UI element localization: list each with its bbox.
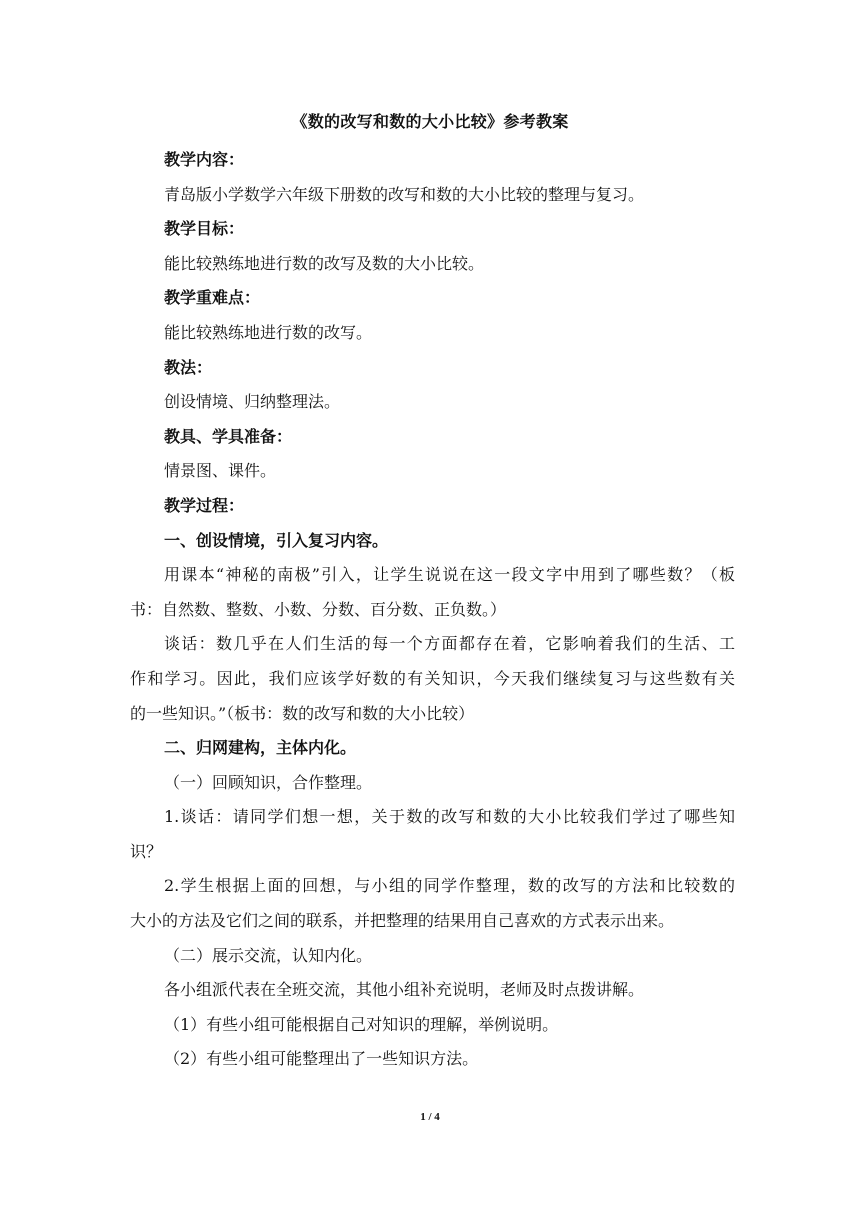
paragraph-teaching-method: 创设情境、归纳整理法。 [164,392,341,412]
section1-paragraph2-line3: 的一些知识。”（板书：数的改写和数的大小比较） [130,703,475,723]
section1-paragraph1-line1: 用课本“神秘的南极”引入，让学生说说在这一段文字中用到了哪些数？（板 [164,565,735,585]
section2-item1-line2: 识？ [130,841,163,861]
document-body [130,143,735,1077]
section2-item1-line1: 1.谈话：请同学们想一想，关于数的改写和数的大小比较我们学过了哪些知 [164,807,735,827]
section2-case1: （1）有些小组可能根据自己对知识的理解，举例说明。 [164,1014,559,1034]
paragraph-key-points: 能比较熟练地进行数的改写。 [164,322,373,342]
section2-subheading1: （一）回顾知识，合作整理。 [164,772,373,792]
section2-subheading2: （二）展示交流，认知内化。 [164,945,373,965]
section1-heading: 一、创设情境，引入复习内容。 [164,530,389,550]
document-title: 《数的改写和数的大小比较》参考教案 [291,112,569,131]
heading-teaching-content: 教学内容： [164,150,245,169]
paragraph-teaching-content: 青岛版小学数学六年级下册数的改写和数的大小比较的整理与复习。 [164,184,645,204]
section2-exchange-paragraph: 各小组派代表在全班交流，其他小组补充说明，老师及时点拨讲解。 [164,980,645,1000]
paragraph-teaching-goals: 能比较熟练地进行数的改写及数的大小比较。 [164,253,485,273]
heading-key-points: 教学重难点： [164,288,261,308]
section1-paragraph1-line2: 书：自然数、整数、小数、分数、百分数、正负数。） [130,599,507,619]
section2-heading: 二、归网建构，主体内化。 [164,738,357,758]
heading-teaching-tools: 教具、学具准备： [164,426,293,446]
heading-teaching-method: 教法： [164,357,213,377]
section2-item2-line1: 2.学生根据上面的回想，与小组的同学作整理，数的改写的方法和比较数的 [164,876,735,896]
section1-paragraph2-line1: 谈话：数几乎在人们生活的每一个方面都存在着，它影响着我们的生活、工 [164,634,735,654]
page-number: 1 / 4 [420,1111,440,1123]
heading-teaching-goals: 教学目标： [164,219,245,239]
section2-case2: （2）有些小组可能整理出了一些知识方法。 [164,1049,479,1069]
section2-item2-line2: 大小的方法及它们之间的联系，并把整理的结果用自己喜欢的方式表示出来。 [130,911,675,931]
paragraph-teaching-tools: 情景图、课件。 [164,461,277,481]
section1-paragraph2-line2: 作和学习。因此，我们应该学好数的有关知识，今天我们继续复习与这些数有关 [130,668,735,688]
heading-teaching-process: 教学过程： [164,495,245,515]
